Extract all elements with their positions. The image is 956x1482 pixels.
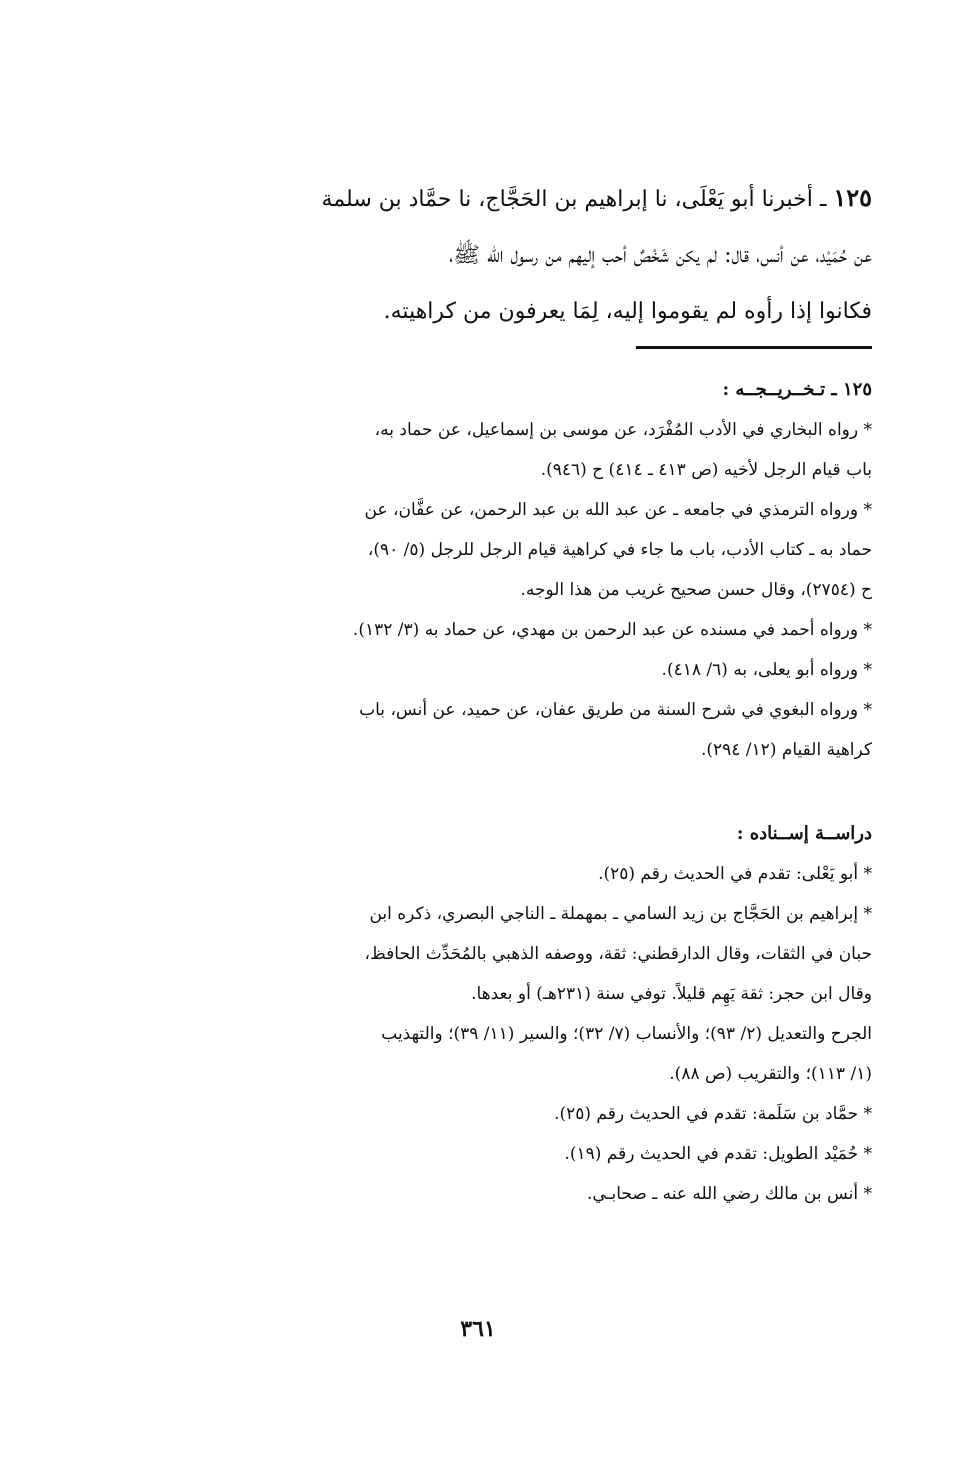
dirasa-line: * أنس بن مالك رضي الله عنه ـ صحابـي. bbox=[586, 1184, 872, 1204]
takhrij-line: حماد به ـ كتاب الأدب، باب ما جاء في كراهية قيام الرجل للرجل (٥/ ٩٠)، bbox=[367, 540, 872, 560]
takhrij-line: باب قيام الرجل لأخيه (ص ٤١٣ ـ ٤١٤) ح (٩٤٦). bbox=[540, 460, 872, 480]
takhrij-line: * ورواه الترمذي في جامعه ـ عن عبد الله بن عبد الرحمن، عن عفَّان، عن bbox=[364, 500, 872, 520]
dirasa-line: وقال ابن حجر: ثقة يَهِم قليلاً. توفي سنة (٢٣١هـ) أو بعدها. bbox=[471, 984, 872, 1004]
takhrij-line: * ورواه أحمد في مسنده عن عبد الرحمن بن مهدي، عن حماد به (٣/ ١٣٢). bbox=[352, 620, 872, 640]
dirasa-line: حبان في الثقات، وقال الدارقطني: ثقة، ووصفه الذهبي بالمُحَدِّث الحافظ، bbox=[364, 944, 872, 964]
dirasa-line: * أبو يَعْلى: تقدم في الحديث رقم (٢٥). bbox=[598, 864, 872, 884]
takhrij-line: * رواه البخاري في الأدب المُفْرَد، عن موسى بن إسماعيل، عن حماد به، bbox=[374, 420, 872, 440]
hadith-number: ١٢٥ bbox=[833, 183, 872, 212]
dirasa-line: * إبراهيم بن الحَجَّاج بن زيد السامي ـ بمهملة ـ الناجي البصري، ذكره ابن bbox=[369, 904, 872, 924]
dirasa-line: * حمَّاد بن سَلَمة: تقدم في الحديث رقم (٢٥). bbox=[554, 1104, 872, 1124]
takhrij-line: كراهية القيام (١٢/ ٢٩٤). bbox=[700, 740, 872, 760]
footnote-divider bbox=[636, 346, 872, 349]
hadith-line-1: ١٢٥ ـ أخبرنا أبو يَعْلَى، نا إبراهيم بن الحَجَّاج، نا حمَّاد بن سلمة bbox=[321, 183, 872, 212]
takhrij-line: * ورواه أبو يعلى، به (٦/ ٤١٨). bbox=[661, 660, 872, 680]
dirasa-line: الجرح والتعديل (٢/ ٩٣)؛ والأنساب (٧/ ٣٢)؛ والسير (١١/ ٣٩)؛ والتهذيب bbox=[381, 1024, 872, 1044]
takhrij-heading: ١٢٥ ـ تـخــريــجــه : bbox=[722, 379, 872, 400]
hadith-line-2: عن حُمَيْد، عن أنس، قال: لم يكن شَخْصٌ أحب إليهم من رسول الله ﷺ، bbox=[449, 243, 872, 268]
hadith-text bbox=[84, 170, 872, 340]
footnotes bbox=[128, 370, 872, 1214]
hadith-line-3: فكانوا إذا رأوه لم يقوموا إليه، لِمَا يعرفون من كراهيته. bbox=[383, 299, 872, 324]
dirasa-line: (١/ ١١٣)؛ والتقريب (ص ٨٨). bbox=[669, 1064, 872, 1084]
dirasa-line: * حُمَيْد الطويل: تقدم في الحديث رقم (١٩). bbox=[564, 1144, 872, 1164]
dirasa-heading: دراســة إســناده : bbox=[736, 823, 872, 844]
takhrij-line: ح (٢٧٥٤)، وقال حسن صحيح غريب من هذا الوجه. bbox=[520, 580, 872, 600]
takhrij-line: * ورواه البغوي في شرح السنة من طريق عفان، عن حميد، عن أنس، باب bbox=[359, 700, 872, 720]
section-gap bbox=[128, 770, 872, 814]
page-number: ٣٦١ bbox=[460, 1316, 496, 1342]
takhrij-number: ١٢٥ bbox=[842, 379, 872, 400]
